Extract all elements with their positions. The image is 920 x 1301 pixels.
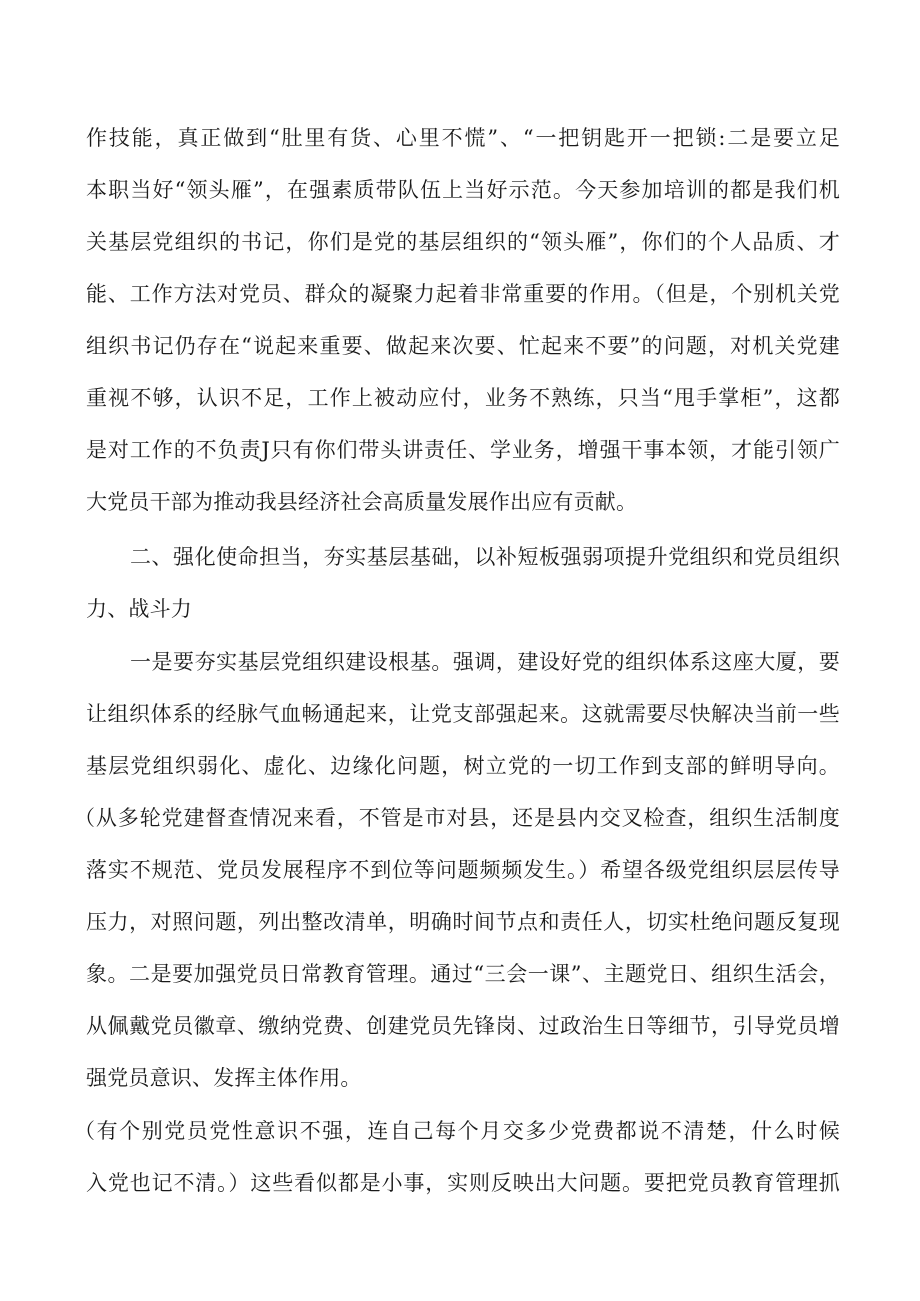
text-line-11: 一是要夯实基层党组织建设根基。强调，建设好党的组织体系这座大厦，要 [130, 650, 840, 674]
text-line-15: 落实不规范、党员发展程序不到位等问题频频发生。）希望各级党组织层层传导 [86, 858, 840, 882]
text-line-6: 重视不够，认识不足，工作上被动应付，业务不熟练，只当“甩手掌柜”，这都 [86, 386, 840, 410]
text-line-14: （从多轮党建督查情况来看，不管是市对县，还是县内交叉检查，组织生活制度 [74, 806, 840, 830]
text-line-4: 能、工作方法对党员、群众的凝聚力起着非常重要的作用。（但是，个别机关党 [86, 282, 840, 306]
text-line-20: （有个别党员党性意识不强，连自己每个月交多少党费都说不清楚，什么时候 [74, 1119, 840, 1143]
text-line-21: 入党也记不清。）这些看似都是小事，实则反映出大问题。要把党员教育管理抓 [86, 1171, 840, 1195]
text-line-1: 作技能，真正做到“肚里有货、心里不慌”、“一把钥匙开一把锁:二是要立足 [86, 126, 840, 150]
text-line-12: 让组织体系的经脉气血畅通起来，让党支部强起来。这就需要尽快解决当前一些 [86, 702, 840, 726]
text-line-17: 象。二是要加强党员日常教育管理。通过“三会一课”、主题党日、组织生活会， [86, 962, 840, 986]
text-line-5: 组织书记仍存在“说起来重要、做起来次要、忙起来不要”的问题，对机关党建 [86, 334, 840, 358]
text-line-2: 本职当好“领头雁”，在强素质带队伍上当好示范。今天参加培训的都是我们机 [86, 178, 840, 202]
text-line-8: 大党员干部为推动我县经济社会高质量发展作出应有贡献。 [86, 490, 638, 514]
section-heading-line-2: 力、战斗力 [86, 597, 192, 621]
text-line-19: 强党员意识、发挥主体作用。 [86, 1066, 362, 1090]
text-line-7: 是对工作的不负责J只有你们带头讲责任、学业务，增强干事本领，才能引领广 [86, 438, 840, 462]
text-line-3: 关基层党组织的书记，你们是党的基层组织的“领头雁”，你们的个人品质、才 [86, 230, 840, 254]
section-heading-line-1: 二、强化使命担当，夯实基层基础，以补短板强弱项提升党组织和党员组织 [130, 545, 840, 569]
text-line-18: 从佩戴党员徽章、缴纳党费、创建党员先锋岗、过政治生日等细节，引导党员增 [86, 1014, 840, 1038]
text-line-16: 压力，对照问题，列出整改清单，明确时间节点和责任人，切实杜绝问题反复现 [86, 910, 840, 934]
text-line-13: 基层党组织弱化、虚化、边缘化问题，树立党的一切工作到支部的鲜明导向。 [86, 754, 840, 778]
